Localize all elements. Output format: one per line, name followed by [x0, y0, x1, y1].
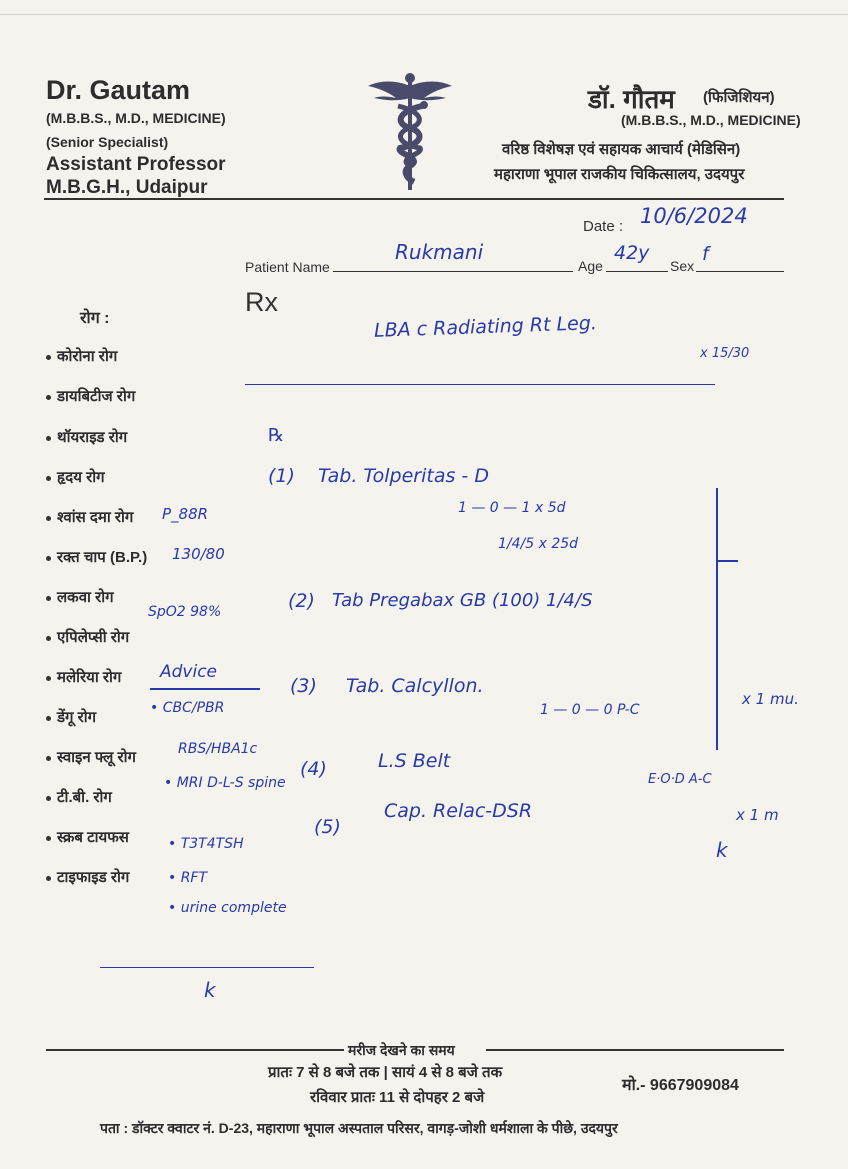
bullet-icon — [46, 796, 51, 801]
date-value: 10/6/2024 — [640, 204, 748, 228]
rx-item-dose2: 1/4/5 x 25d — [498, 536, 579, 552]
timing-weekday: प्रातः 7 से 8 बजे तक | सायं 4 से 8 बजे तक — [268, 1064, 503, 1081]
rx-item-dose: 1 — 0 — 1 x 5d — [458, 500, 566, 516]
doctor-specialty-en: (Senior Specialist) — [46, 134, 169, 150]
rx-item-num: (5) — [314, 816, 341, 838]
disease-note: • T3T4TSH — [168, 836, 244, 852]
doctor-title-hi: वरिष्ठ विशेषज्ञ एवं सहायक आचार्य (मेडिसिन) — [502, 141, 741, 158]
disease-note-extra: • urine complete — [168, 900, 287, 916]
bullet-icon — [46, 436, 51, 441]
doctor-degrees-en: (M.B.B.S., M.D., MEDICINE) — [46, 110, 226, 126]
disease-item: स्क्रब टायफस — [46, 827, 129, 847]
disease-item: टी.बी. रोग — [46, 787, 112, 807]
sex-line — [696, 253, 784, 272]
doctor-institution-hi: महाराणा भूपाल राजकीय चिकित्सालय, उदयपुर — [494, 166, 745, 183]
rx-item-num: (1) — [268, 465, 295, 487]
bullet-icon — [46, 836, 51, 841]
disease-item: लकवा रोग — [46, 587, 114, 607]
rx-item-text: Cap. Relac-DSR — [384, 800, 533, 822]
rx-item-text: Tab. Tolperitas - D — [318, 465, 489, 487]
complaint-divider — [245, 384, 715, 385]
complaint-duration: x 15/30 — [700, 346, 750, 361]
bracket-note2: x 1 m — [736, 806, 779, 824]
disease-item: रक्त चाप (B.P.) — [46, 547, 147, 567]
age-label: Age — [578, 258, 603, 274]
bullet-icon — [46, 476, 51, 481]
rx-item-num: (4) — [300, 758, 327, 780]
address: पता : डॉक्टर क्वाटर नं. D-23, महाराणा भूपाल अस्पताल परिसर, वागड़-जोशी धर्मशाला के पीछे, उदयपुर — [100, 1120, 618, 1136]
bullet-icon — [46, 395, 51, 400]
rx-item-text: L.S Belt — [378, 750, 451, 772]
rx-label: Rx — [245, 287, 278, 317]
doctor-role-hi: (फिजिशियन) — [703, 89, 775, 106]
footer-divider-left — [46, 1049, 344, 1051]
disease-item: श्वांस दमा रोग — [46, 507, 133, 527]
bracket-tick — [716, 560, 738, 562]
duration-bracket — [716, 488, 718, 750]
disease-note: P_88R — [162, 505, 209, 523]
disease-note: RBS/HBA1c — [178, 741, 258, 757]
patient-name-value: Rukmani — [395, 240, 484, 264]
signature-mark: k — [716, 838, 728, 862]
rx-item-num: (2) — [288, 590, 315, 612]
disease-note: Advice — [160, 662, 218, 682]
rx-item-dose: E·O·D A-C — [648, 772, 712, 787]
timing-sunday: रविवार प्रातः 11 से दोपहर 2 बजे — [310, 1089, 485, 1106]
rx-item-num: (3) — [290, 675, 317, 697]
disease-note: 130/80 — [172, 545, 225, 563]
header-divider — [44, 198, 784, 200]
bullet-icon — [46, 556, 51, 561]
top-edge — [0, 14, 848, 15]
doctor-name-en: Dr. Gautam — [46, 75, 191, 105]
bullet-icon — [46, 676, 51, 681]
disease-item: डायबिटीज रोग — [46, 386, 135, 406]
bullet-icon — [46, 716, 51, 721]
disease-item: स्वाइन फ्लू रोग — [46, 747, 136, 767]
signature-line — [100, 967, 314, 968]
doctor-institution-en: M.B.G.H., Udaipur — [46, 177, 208, 198]
doctor-degrees-hi: (M.B.B.S., M.D., MEDICINE) — [621, 112, 801, 128]
signature-mark-2: k — [204, 978, 216, 1002]
rx-item-text: Tab. Calcyllon. — [346, 675, 484, 697]
disease-item: मलेरिया रोग — [46, 667, 121, 687]
bullet-icon — [46, 876, 51, 881]
disease-note: SpO2 98% — [148, 604, 222, 620]
disease-item: कोरोना रोग — [46, 346, 117, 366]
disease-item: हृदय रोग — [46, 467, 105, 487]
chief-complaint: LBA c Radiating Rt Leg. — [373, 312, 598, 342]
advice-underline — [150, 688, 260, 690]
rx-item-text: Tab Pregabax GB (100) 1/4/S — [332, 590, 593, 611]
bullet-icon — [46, 516, 51, 521]
diseases-heading: रोग : — [80, 310, 110, 327]
disease-note: • MRI D-L-S spine — [164, 775, 286, 791]
disease-note: • RFT — [168, 870, 208, 886]
disease-item: थॉयराइड रोग — [46, 427, 127, 447]
disease-note: • CBC/PBR — [150, 700, 225, 716]
disease-item: एपिलेप्सी रोग — [46, 627, 129, 647]
bullet-icon — [46, 355, 51, 360]
mobile-number: मो.- 9667909084 — [622, 1077, 739, 1094]
rx-symbol: ℞ — [268, 425, 285, 446]
doctor-position-en: Assistant Professor — [46, 154, 226, 175]
disease-item: टाइफाइड रोग — [46, 867, 129, 887]
caduceus-icon — [366, 72, 454, 197]
date-label: Date : — [583, 218, 624, 235]
bullet-icon — [46, 756, 51, 761]
patient-name-label: Patient Name — [245, 259, 330, 275]
sex-label: Sex — [670, 258, 695, 274]
disease-item: डेंगू रोग — [46, 707, 96, 727]
rx-item-dose: 1 — 0 — 0 P-C — [540, 702, 640, 718]
bracket-note: x 1 mu. — [742, 690, 799, 708]
bullet-icon — [46, 596, 51, 601]
sex-value: f — [702, 243, 709, 265]
bullet-icon — [46, 636, 51, 641]
age-value: 42y — [614, 242, 650, 264]
footer-divider-right — [486, 1049, 784, 1051]
doctor-name-hi: डॉ. गौतम — [588, 84, 675, 114]
timing-heading: मरीज देखने का समय — [348, 1042, 455, 1058]
